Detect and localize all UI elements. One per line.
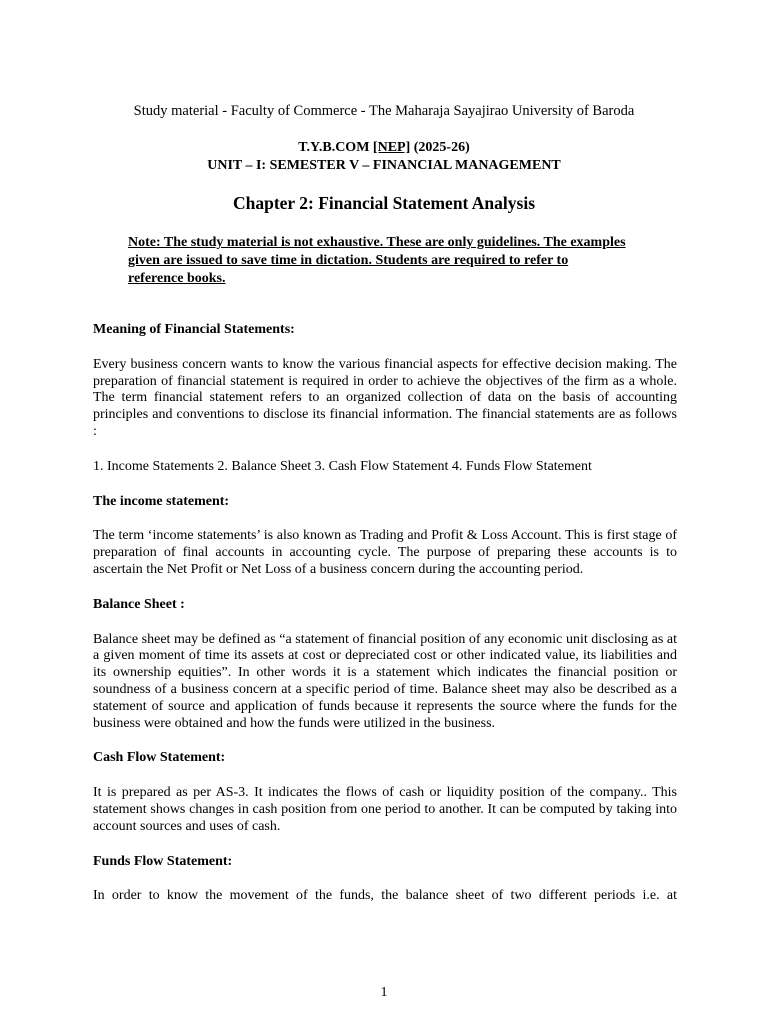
course-prefix: T.Y.B.COM <box>298 140 373 155</box>
section-heading-fundsflow: Funds Flow Statement: <box>93 853 233 869</box>
section-heading-income: The income statement: <box>93 493 230 509</box>
statements-list: 1. Income Statements 2. Balance Sheet 3. Cash Flow Statement 4. Funds Flow Statement <box>93 458 592 474</box>
section-heading-cashflow: Cash Flow Statement: <box>93 750 226 766</box>
note-line-2: given are issued to save time in dictation. Students are required to refer to <box>128 253 569 268</box>
chapter-title: Chapter 2: Financial Statement Analysis <box>232 193 536 213</box>
note-line-1: Note: The study material is not exhaustive. These are only guidelines. The examples <box>128 235 626 250</box>
unit-line: UNIT – I: SEMESTER V – FINANCIAL MANAGEMENT <box>207 158 561 173</box>
section-body-income: The term ‘income statements’ is also known as Trading and Profit & Loss Account. This is first stage of preparation of final accounts in accounting cycle. The purpose of preparing these accounts is to ascertain the Net Profit or Net Loss of a business concern during the accounting period. <box>93 528 677 577</box>
section-heading-balance: Balance Sheet : <box>93 596 185 612</box>
section-body-balance: Balance sheet may be defined as “a statement of financial position of any economic unit disclosing as at a given moment of time its assets at cost or depreciated cost or other indicated value, its liabilities and its ownership equities”. In other words it is a statement which indicates the financial position or soundness of a business concern at a specific period of time. Balance sheet may also be described as a statement of source and application of funds because it represents the source where the funds for the business were obtained and how the funds were utilized in the business. <box>93 631 677 731</box>
page-number: 1 <box>380 985 388 1000</box>
course-suffix: (2025-26) <box>410 140 470 155</box>
section-heading-meaning: Meaning of Financial Statements: <box>93 322 295 337</box>
note-block <box>128 234 676 288</box>
section-body-meaning: Every business concern wants to know the various financial aspects for effective decision making. The preparation of financial statement is required in order to achieve the objectives of the firm as a whole. The term financial statement refers to an organized collection of data on the basis of accounting principles and conventions to disclose its financial information. The financial statements are as follows : <box>93 356 677 439</box>
course-line <box>0 140 768 156</box>
course-nep: [NEP] <box>372 140 411 155</box>
section-body-cashflow: It is prepared as per AS-3. It indicates the flows of cash or liquidity position of the company.. This statement shows changes in cash position from one period to another. It can be computed by taking into account sources and uses of cash. <box>93 785 677 834</box>
institution-header: Study material - Faculty of Commerce - The Maharaja Sayajirao University of Baroda <box>133 103 635 119</box>
main-content <box>93 322 677 923</box>
section-body-fundsflow: In order to know the movement of the funds, the balance sheet of two different periods i.e. at <box>93 888 677 904</box>
note-line-3: reference books. <box>128 271 226 286</box>
